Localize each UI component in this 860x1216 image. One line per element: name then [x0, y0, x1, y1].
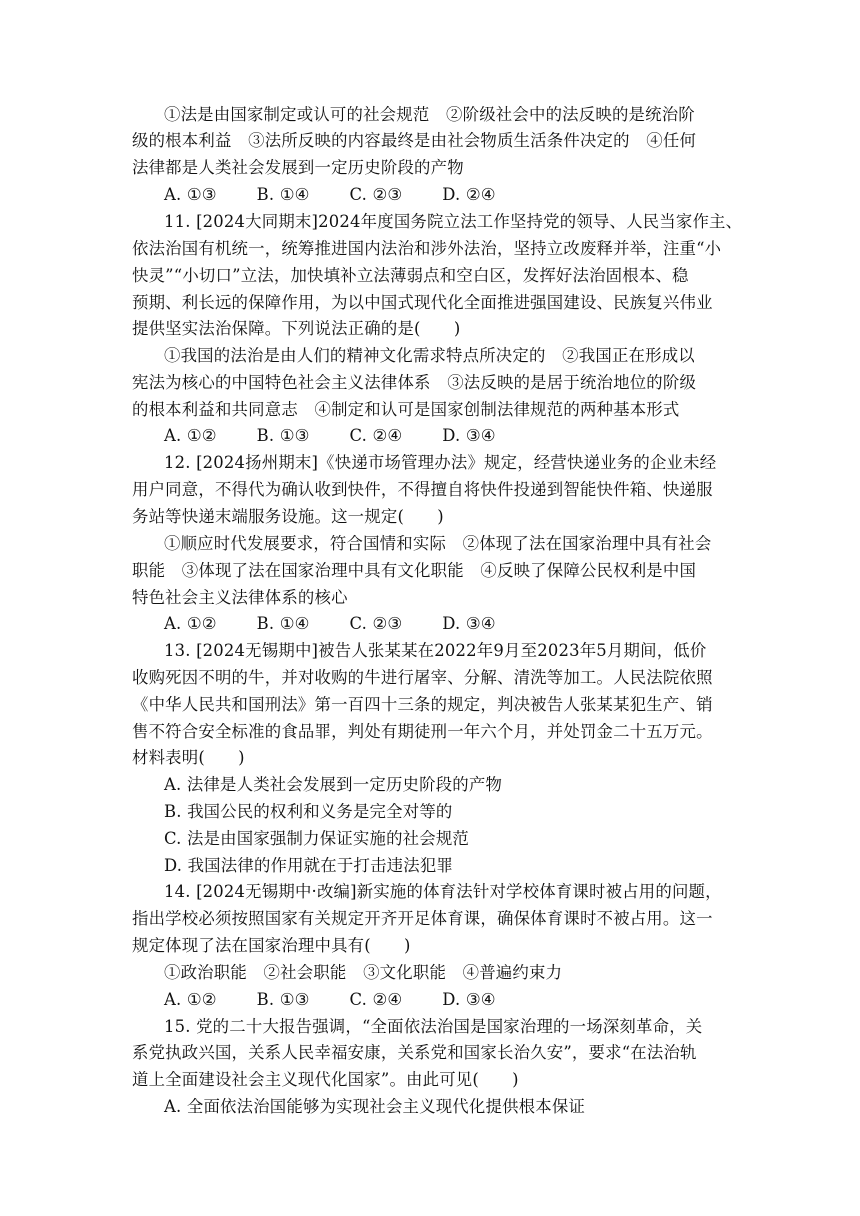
q12-statement-line: 特色社会主义法律体系的核心 [132, 588, 348, 607]
q11-statement-line: 宪法为核心的中国特色社会主义法律体系 ③法反映的是居于统治地位的阶级 [132, 373, 697, 392]
q11-stem-line: 提供坚实法治保障。下列说法正确的是( ) [132, 319, 461, 338]
q14-statement-line: ①政治职能 ②社会职能 ③文化职能 ④普遍约束力 [164, 963, 563, 982]
q13-choice-d[interactable]: D. 我国法律的作用就在于打击违法犯罪 [164, 856, 454, 875]
q12-stem-line: 12. [2024扬州期末]《快递市场管理办法》规定，经营快递业务的企业未经 [164, 453, 717, 472]
q11-statement-line: ①我国的法治是由人们的精神文化需求特点所决定的 ②我国正在形成以 [164, 346, 695, 365]
option-c[interactable]: C. ②④ [349, 990, 403, 1009]
option-d[interactable]: D. ③④ [442, 426, 496, 445]
q14-options [164, 989, 496, 1011]
q15-stem-line: 15. 党的二十大报告强调，“全面依法治国是国家治理的一场深刻革命，关 [164, 1017, 703, 1036]
option-b[interactable]: B. ①④ [256, 614, 310, 633]
q10-statement-line: ①法是由国家制定或认可的社会规范 ②阶级社会中的法反映的是统治阶 [164, 105, 695, 124]
q13-choice-b[interactable]: B. 我国公民的权利和义务是完全对等的 [164, 802, 453, 821]
q12-options [164, 613, 496, 635]
q10-statement-line: 法律都是人类社会发展到一定历史阶段的产物 [132, 158, 464, 177]
option-b[interactable]: B. ①③ [256, 990, 310, 1009]
q13-choice-a[interactable]: A. 法律是人类社会发展到一定历史阶段的产物 [164, 775, 503, 794]
q10-statement-line: 级的根本利益 ③法所反映的内容最终是由社会物质生活条件决定的 ④任何 [132, 131, 697, 150]
option-a[interactable]: A. ①② [164, 990, 217, 1009]
q11-stem-line: 预期、利长远的保障作用，为以中国式现代化全面推进强国建设、民族复兴伟业 [132, 293, 713, 312]
option-d[interactable]: D. ③④ [442, 614, 496, 633]
q12-statement-line: ①顺应时代发展要求，符合国情和实际 ②体现了法在国家治理中具有社会 [164, 534, 712, 553]
option-a[interactable]: A. ①② [164, 426, 217, 445]
option-a[interactable]: A. ①③ [164, 185, 217, 204]
q10-options [164, 184, 496, 206]
q12-stem-line: 用户同意，不得代为确认收到快件，不得擅自将快件投递到智能快件箱、快递服 [132, 480, 713, 499]
q15-stem-line: 道上全面建设社会主义现代化国家”。由此可见( ) [132, 1070, 519, 1089]
q11-stem-line: 11. [2024大同期末]2024年度国务院立法工作坚持党的领导、人民当家作主、 [164, 212, 743, 231]
q12-statement-line: 职能 ③体现了法在国家治理中具有文化职能 ④反映了保障公民权利是中国 [132, 561, 697, 580]
q13-stem-line: 收购死因不明的牛，并对收购的牛进行屠宰、分解、清洗等加工。人民法院依照 [132, 668, 713, 687]
q11-stem-line: 依法治国有机统一，统筹推进国内法治和涉外法治，坚持立改废释并举，注重“小 [132, 239, 722, 258]
q14-stem-line: 指出学校必须按照国家有关规定开齐开足体育课，确保体育课时不被占用。这一 [132, 909, 713, 928]
q14-stem-line: 规定体现了法在国家治理中具有( ) [132, 936, 411, 955]
q11-stem-line: 快灵”“小切口”立法，加快填补立法薄弱点和空白区，发挥好法治固根本、稳 [132, 266, 689, 285]
q13-stem-line: 13. [2024无锡期中]被告人张某某在2022年9月至2023年5月期间，低价 [164, 641, 707, 660]
q12-stem-line: 务站等快递末端服务设施。这一规定( ) [132, 507, 444, 526]
q11-statement-line: 的根本利益和共同意志 ④制定和认可是国家创制法律规范的两种基本形式 [132, 400, 680, 419]
q15-stem-line: 系党执政兴国，关系人民幸福安康，关系党和国家长治久安”，要求“在法治轨 [132, 1043, 697, 1062]
q13-stem-line: 售不符合安全标准的食品罪，判处有期徒刑一年六个月，并处罚金二十五万元。 [132, 722, 713, 741]
option-c[interactable]: C. ②③ [349, 614, 403, 633]
q13-choice-c[interactable]: C. 法是由国家强制力保证实施的社会规范 [164, 829, 470, 848]
q15-choice-a[interactable]: A. 全面依法治国能够为实现社会主义现代化提供根本保证 [164, 1097, 586, 1116]
q13-stem-line: 《中华人民共和国刑法》第一百四十三条的规定，判决被告人张某某犯生产、销 [132, 695, 713, 714]
option-b[interactable]: B. ①④ [256, 185, 310, 204]
q14-stem-line: 14. [2024无锡期中·改编]新实施的体育法针对学校体育课时被占用的问题， [164, 882, 722, 901]
option-d[interactable]: D. ②④ [442, 185, 496, 204]
option-c[interactable]: C. ②③ [349, 185, 403, 204]
option-d[interactable]: D. ③④ [442, 990, 496, 1009]
option-c[interactable]: C. ②④ [349, 426, 403, 445]
q13-stem-line: 材料表明( ) [132, 748, 245, 767]
q11-options [164, 425, 496, 447]
option-b[interactable]: B. ①③ [256, 426, 310, 445]
option-a[interactable]: A. ①② [164, 614, 217, 633]
